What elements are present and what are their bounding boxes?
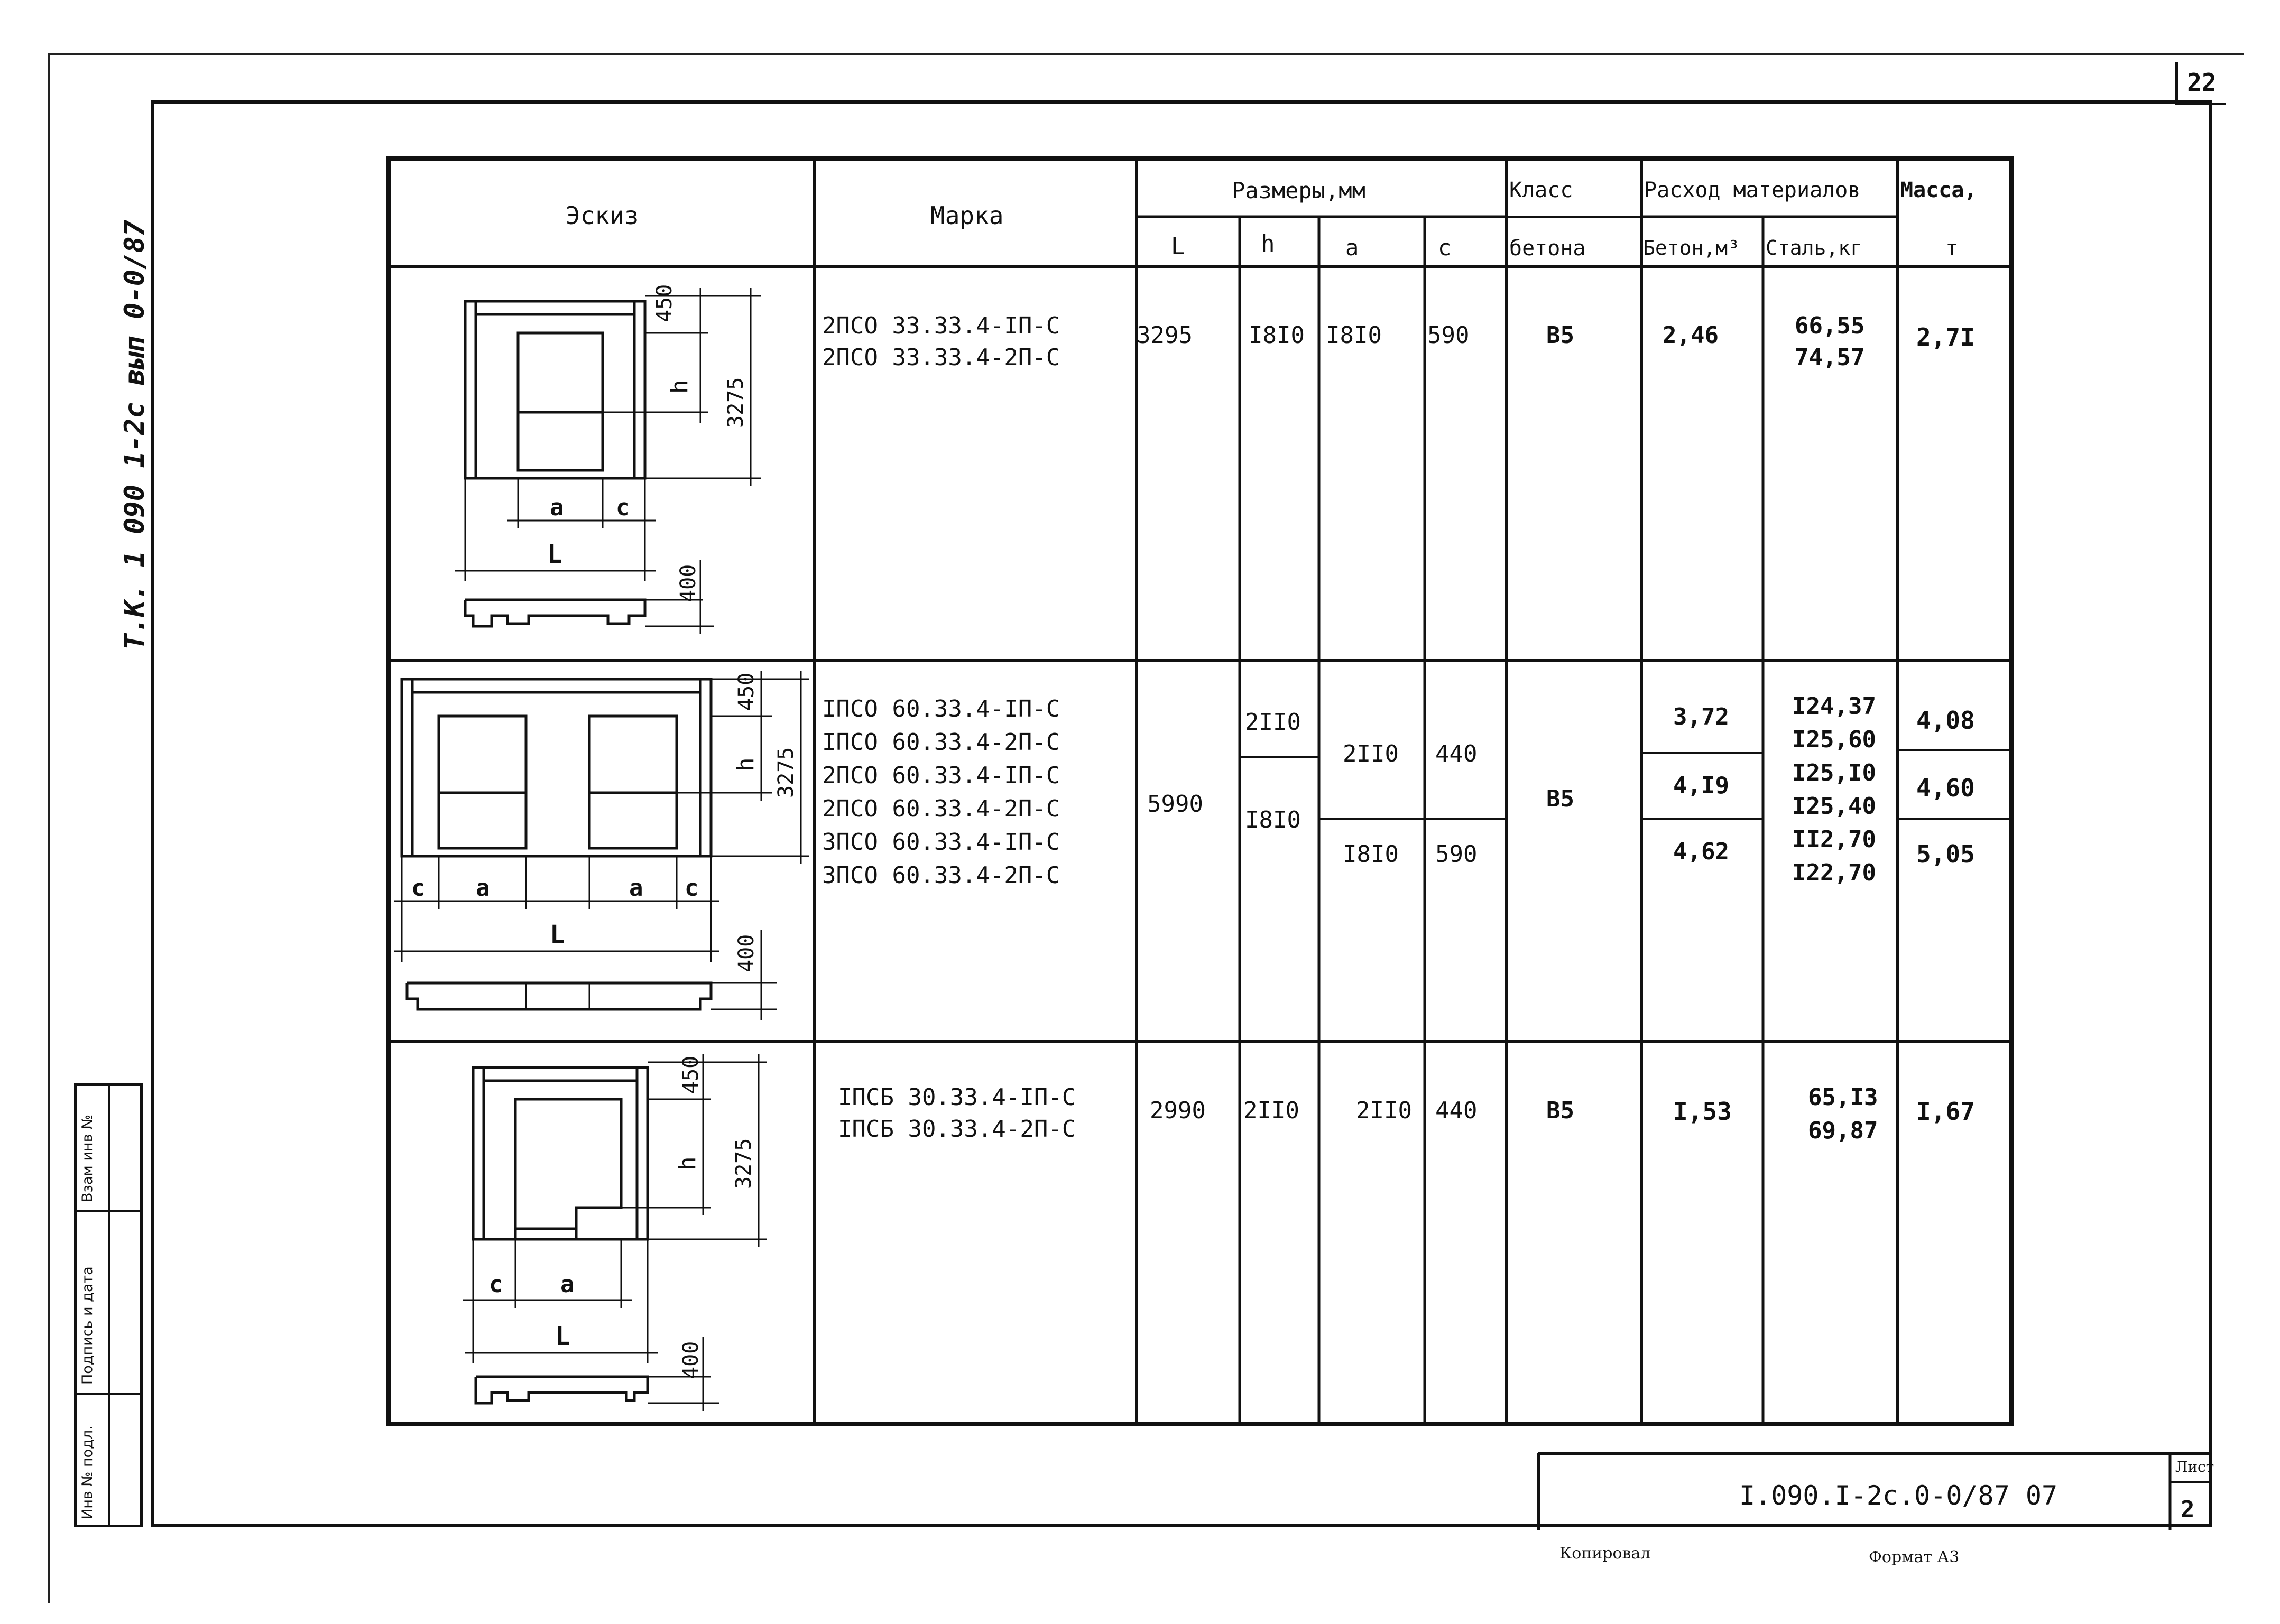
row3-mark-2: IПСБ 30.33.4-2П-С [838, 1116, 1076, 1143]
row2-concrete-1: 3,72 [1673, 703, 1729, 730]
row2-mark-6: 3ПСО 60.33.4-2П-С [822, 862, 1060, 889]
s2-dim-400: 400 [734, 934, 759, 972]
row1-L: 3295 [1137, 322, 1193, 349]
s2-h: h [732, 757, 759, 772]
header-h: h [1261, 230, 1275, 257]
row3-steel-1: 65,I3 [1808, 1084, 1878, 1111]
s3-L: L [555, 1322, 570, 1351]
header-dims: Размеры,мм [1232, 178, 1365, 203]
s1-h: h [666, 379, 693, 394]
row2-steel-4: I25,40 [1792, 793, 1876, 820]
row1-mark-1: 2ПСО 33.33.4-IП-С [822, 312, 1060, 339]
header-class: Класс [1509, 178, 1573, 202]
s1-c: c [616, 494, 630, 521]
row2-concrete-2: 4,I9 [1673, 772, 1729, 799]
s2-L: L [550, 920, 565, 950]
row3-class: В5 [1546, 1097, 1574, 1124]
header-c: c [1438, 235, 1452, 261]
header-concrete: Бетон,м³ [1643, 236, 1740, 259]
row2-mark-4: 2ПСО 60.33.4-2П-С [822, 795, 1060, 822]
document-code: I.090.I-2с.0-0/87 07 [1739, 1480, 2058, 1511]
row2-a-top: 2II0 [1343, 740, 1399, 767]
header-L: L [1171, 233, 1185, 260]
s1-dim-450: 450 [652, 284, 677, 322]
row1-class: В5 [1546, 322, 1574, 349]
header-a: a [1345, 235, 1359, 261]
row1-steel-1: 66,55 [1795, 312, 1865, 339]
row3-mark-1: IПСБ 30.33.4-IП-С [838, 1084, 1076, 1111]
s3-a: a [560, 1271, 575, 1298]
row3-a: 2II0 [1356, 1097, 1412, 1124]
row2-mass-3: 5,05 [1916, 840, 1975, 868]
row1-h: I8I0 [1249, 322, 1305, 349]
s1-dim-400: 400 [676, 564, 700, 602]
row1-mark-2: 2ПСО 33.33.4-2П-С [822, 344, 1060, 371]
s3-h: h [674, 1156, 701, 1171]
row3-c: 440 [1435, 1097, 1478, 1124]
row2-h-top: 2II0 [1245, 709, 1301, 736]
header-steel: Сталь,кг [1766, 236, 1863, 259]
row2-mark-1: IПСО 60.33.4-IП-С [822, 695, 1060, 722]
stamp-inv: Инв № подл. [79, 1425, 96, 1519]
row1-steel-2: 74,57 [1795, 344, 1865, 371]
s1-a: a [550, 494, 564, 521]
s1-L: L [547, 540, 562, 569]
header-mass-unit: т [1945, 236, 1959, 261]
row2-steel-6: I22,70 [1792, 859, 1876, 886]
row3-mass: I,67 [1916, 1097, 1975, 1126]
row2-c-bot: 590 [1435, 841, 1478, 868]
s2-dim-450: 450 [734, 672, 759, 711]
row2-class: В5 [1546, 785, 1574, 812]
row2-steel-3: I25,I0 [1792, 759, 1876, 786]
row1-a: I8I0 [1326, 322, 1382, 349]
sheet-number: 2 [2181, 1496, 2195, 1523]
row2-steel-2: I25,60 [1792, 726, 1876, 753]
header-class-2: бетона [1509, 236, 1586, 261]
header-mark: Марка [930, 201, 1004, 230]
row3-L: 2990 [1150, 1097, 1206, 1124]
s1-dim-3275: 3275 [724, 377, 748, 428]
header-sketch: Эскиз [566, 201, 639, 230]
row2-c-top: 440 [1435, 740, 1478, 767]
row2-steel-1: I24,37 [1792, 693, 1876, 720]
s2-dim-3275: 3275 [774, 747, 798, 798]
format-label: Формат А3 [1869, 1548, 1960, 1566]
s2-a-right: a [629, 875, 643, 902]
row3-concrete: I,53 [1673, 1097, 1732, 1126]
stamp-podpis: Подпись и дата [79, 1266, 96, 1385]
sheet-label: Лист [2175, 1458, 2214, 1475]
row2-a-bot: I8I0 [1343, 841, 1399, 868]
row2-mass-1: 4,08 [1916, 706, 1975, 735]
copied-label: Копировал [1559, 1544, 1651, 1563]
row3-steel-2: 69,87 [1808, 1117, 1878, 1144]
row1-concrete: 2,46 [1663, 322, 1719, 349]
header-materials: Расход материалов [1644, 178, 1861, 202]
s2-c-right: c [685, 875, 699, 902]
stamp-vzam: Взам инв № [79, 1114, 96, 1202]
row2-mark-2: IПСО 60.33.4-2П-С [822, 729, 1060, 756]
s2-a-left: a [476, 875, 490, 902]
row1-mass: 2,7I [1916, 323, 1975, 351]
header-mass: Масса, [1900, 178, 1977, 202]
row2-concrete-3: 4,62 [1673, 838, 1729, 865]
page-number: 22 [2175, 62, 2226, 105]
side-code: Т.К. 1 090 1-2с вып 0-0/87 [119, 220, 151, 650]
row3-h: 2II0 [1243, 1097, 1299, 1124]
row2-mark-3: 2ПСО 60.33.4-IП-С [822, 762, 1060, 789]
row2-steel-5: II2,70 [1792, 826, 1876, 853]
row2-mass-2: 4,60 [1916, 774, 1975, 802]
row1-c: 590 [1427, 322, 1470, 349]
s3-dim-450: 450 [679, 1055, 703, 1094]
s3-c: c [489, 1271, 503, 1298]
s3-dim-3275: 3275 [732, 1138, 756, 1189]
s3-dim-400: 400 [679, 1341, 703, 1379]
s2-c-left: c [411, 875, 426, 902]
row2-mark-5: 3ПСО 60.33.4-IП-С [822, 829, 1060, 856]
row2-L: 5990 [1147, 791, 1203, 818]
row2-h-bot: I8I0 [1245, 806, 1301, 833]
